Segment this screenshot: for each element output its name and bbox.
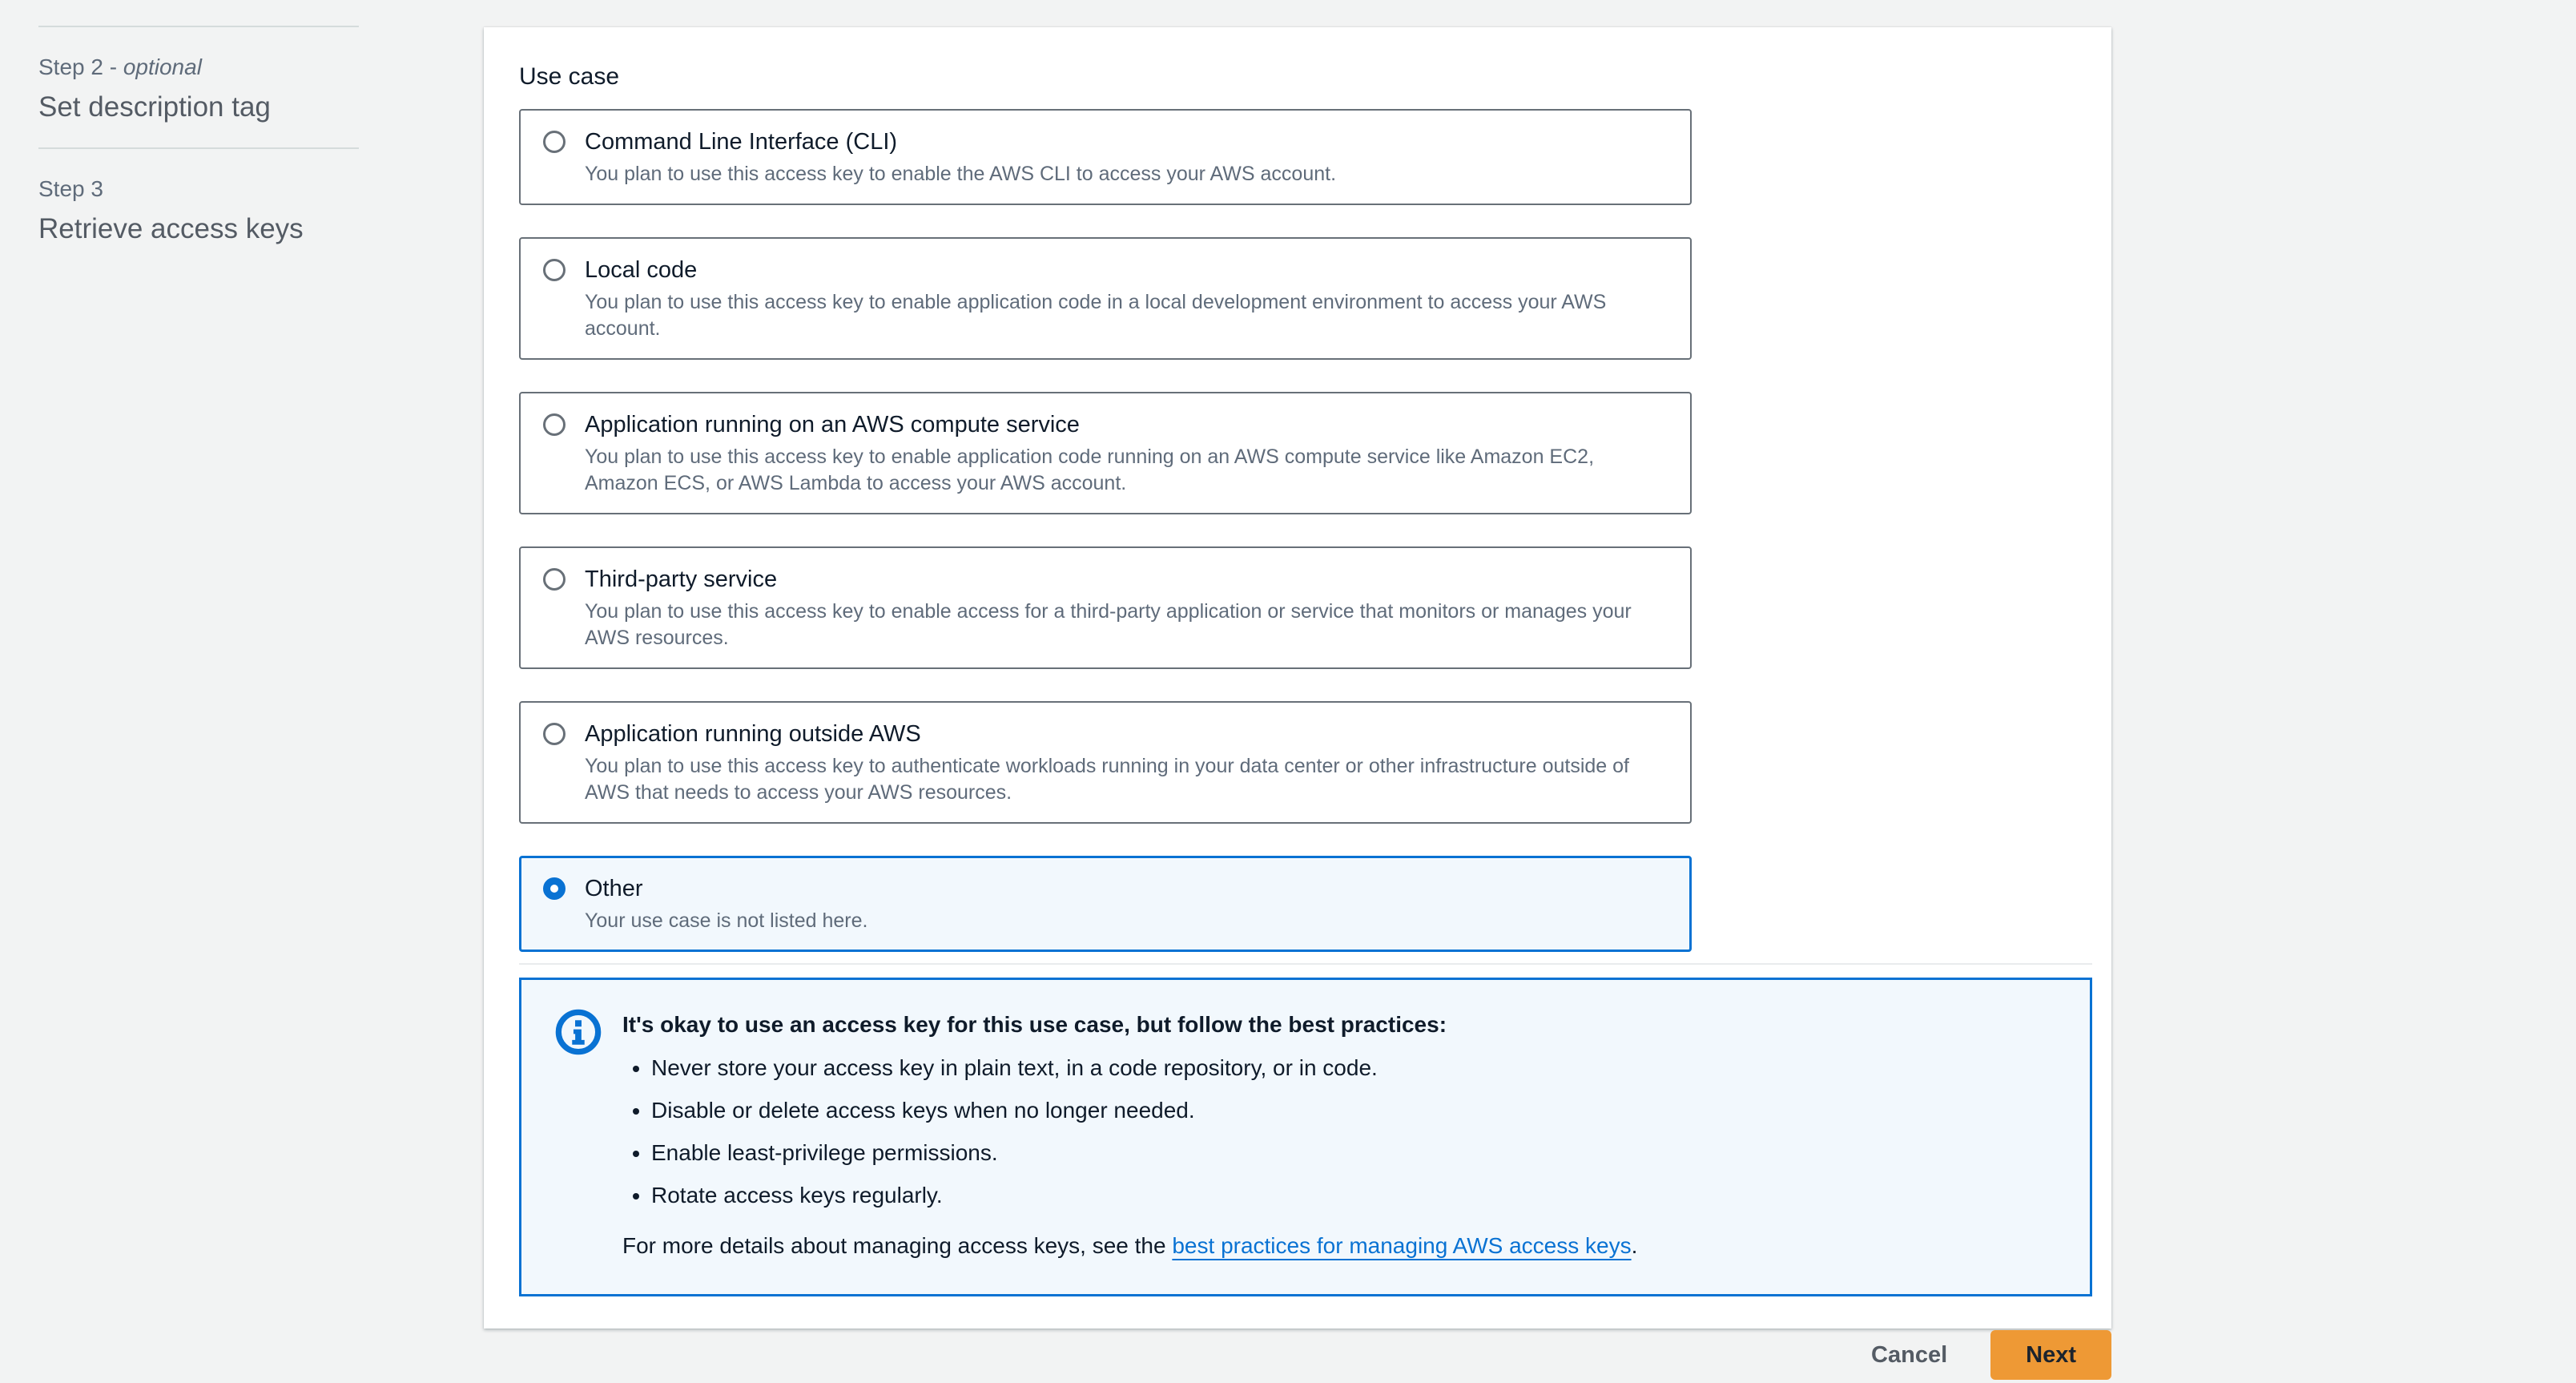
cancel-button[interactable]: Cancel [1839, 1330, 1979, 1380]
best-practices-alert [519, 978, 2092, 1296]
step-2-title: Set description tag [38, 91, 271, 123]
option-description: You plan to use this access key to enable application code running on an AWS compute service like Amazon EC2, Amazon ECS, or AWS Lambda to access your AWS account. [585, 446, 1595, 494]
option-title: Command Line Interface (CLI) [585, 129, 898, 155]
option-title: Application running outside AWS [585, 721, 921, 747]
radio-unselected-icon[interactable] [543, 568, 566, 591]
step-3-title: Retrieve access keys [38, 213, 304, 244]
list-item: • Never store your access key in plain text, in a code repository, or in code. [651, 1054, 1637, 1083]
use-case-option-outside-aws[interactable] [519, 701, 1692, 824]
use-case-option-aws-compute-service[interactable] [519, 392, 1692, 514]
wizard-step-3 [38, 147, 359, 269]
use-case-radio-group [519, 109, 2092, 952]
use-case-heading: Use case [519, 63, 620, 90]
next-button[interactable]: Next [1990, 1330, 2111, 1380]
step-2-label: Step 2 - optional [38, 54, 202, 79]
use-case-option-cli[interactable] [519, 109, 1692, 205]
option-title: Application running on an AWS compute service [585, 412, 1080, 437]
wizard-step-2 [38, 26, 359, 147]
list-item: • Rotate access keys regularly. [651, 1181, 1637, 1210]
alert-footer-text: For more details about managing access keys, see the best practices for managing AWS access keys. [622, 1233, 1638, 1258]
wizard-steps-sidebar [38, 26, 359, 269]
best-practices-list [622, 1054, 1637, 1210]
option-description: You plan to use this access key to authenticate workloads running in your data center or other infrastructure outside of AWS that needs to access your AWS resources. [585, 755, 1630, 804]
option-title: Local code [585, 257, 698, 283]
option-title: Third-party service [585, 567, 778, 592]
list-item: • Enable least-privilege permissions. [651, 1139, 1637, 1167]
list-item: • Disable or delete access keys when no longer needed. [651, 1096, 1637, 1125]
option-description: You plan to use this access key to enable access for a third-party application or service that monitors or manages your AWS resources. [585, 600, 1632, 649]
use-case-panel [484, 27, 2111, 1329]
option-title: Other [585, 876, 643, 901]
wizard-footer-actions [1839, 1330, 2111, 1380]
info-icon [555, 1009, 602, 1055]
option-description: You plan to use this access key to enable application code in a local development environment to access your AWS account. [585, 291, 1607, 340]
use-case-option-other[interactable] [519, 856, 1692, 952]
best-practices-link[interactable]: best practices for managing AWS access keys [1172, 1233, 1632, 1258]
option-description: You plan to use this access key to enable the AWS CLI to access your AWS account. [585, 163, 1337, 185]
radio-unselected-icon[interactable] [543, 131, 566, 153]
option-description: Your use case is not listed here. [585, 909, 868, 932]
use-case-option-local-code[interactable] [519, 237, 1692, 360]
radio-unselected-icon[interactable] [543, 723, 566, 745]
alert-title: It's okay to use an access key for this use case, but follow the best practices: [622, 1012, 1447, 1037]
radio-selected-icon[interactable] [543, 877, 566, 900]
radio-unselected-icon[interactable] [543, 259, 566, 281]
use-case-option-third-party-service[interactable] [519, 546, 1692, 669]
radio-unselected-icon[interactable] [543, 413, 566, 436]
section-divider [519, 963, 2092, 965]
step-3-label: Step 3 [38, 176, 103, 201]
